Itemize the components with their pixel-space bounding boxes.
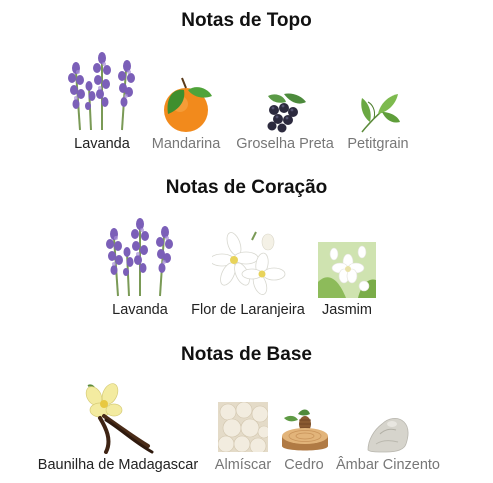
section-title-base-notes: Notas de Base — [181, 344, 312, 365]
note-label-mandarina: Mandarina — [151, 136, 221, 152]
note-label-petitgrain: Petitgrain — [347, 136, 409, 152]
ambergris-stone-icon — [366, 414, 410, 454]
mandarin-icon — [160, 74, 216, 134]
note-label-almiscar: Almíscar — [214, 457, 272, 473]
lavender-icon — [102, 218, 180, 298]
note-label-lavanda-heart: Lavanda — [112, 302, 168, 318]
note-label-lavanda: Lavanda — [74, 136, 130, 152]
cedar-wood-icon — [280, 408, 330, 454]
note-label-jasmim: Jasmim — [322, 302, 372, 318]
blackcurrant-icon — [262, 90, 308, 134]
orange-blossom-icon — [212, 230, 288, 296]
note-label-flor-de-laranjeira: Flor de Laranjeira — [191, 302, 305, 318]
note-label-baunilha-de-madagascar: Baunilha de Madagascar — [37, 457, 199, 473]
petitgrain-leaf-icon — [356, 92, 402, 134]
section-title-heart-notes: Notas de Coração — [165, 177, 328, 198]
section-title-top-notes: Notas de Topo — [181, 10, 312, 31]
lavender-icon — [64, 52, 142, 132]
note-label-cedro: Cedro — [284, 457, 324, 473]
jasmine-icon — [318, 242, 376, 298]
note-label-groselha-preta: Groselha Preta — [236, 136, 334, 152]
vanilla-icon — [82, 382, 156, 454]
note-label-ambar-cinzento: Âmbar Cinzento — [336, 457, 440, 473]
musk-icon — [218, 402, 268, 452]
